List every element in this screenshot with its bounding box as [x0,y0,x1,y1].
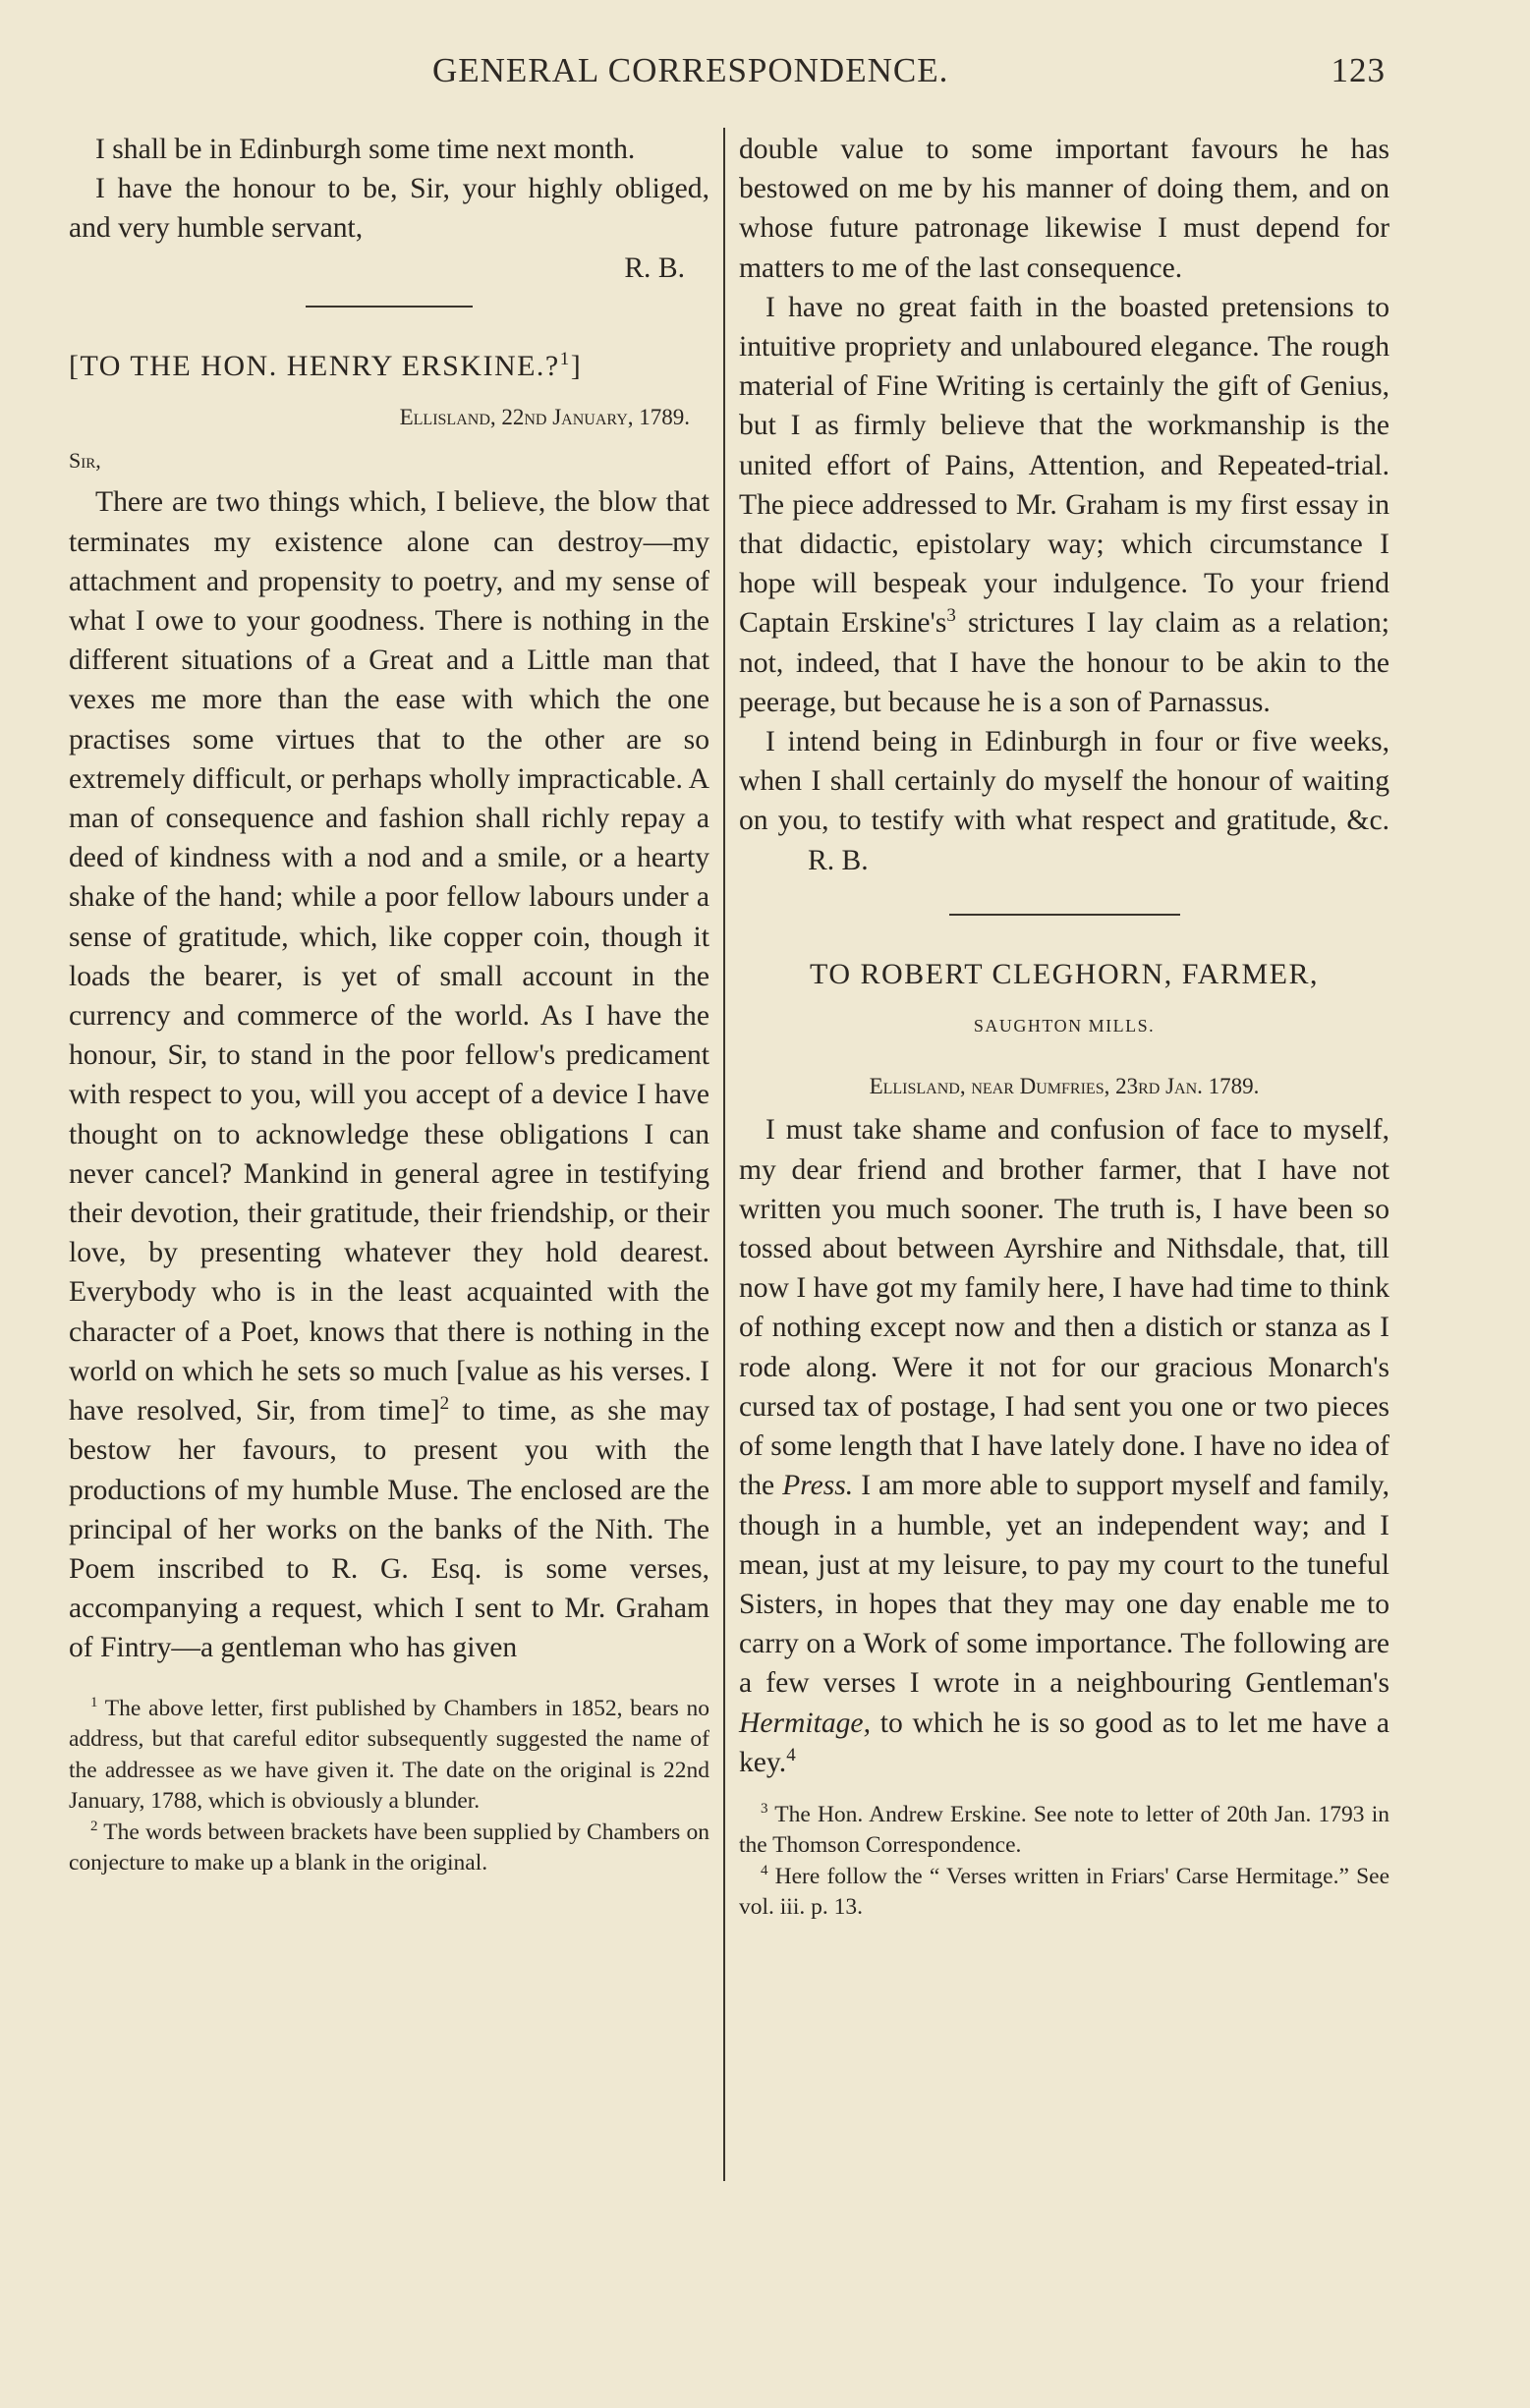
letter-heading-cleghorn: TO ROBERT CLEGHORN, FARMER, [810,957,1319,990]
running-title: GENERAL CORRESPONDENCE. [432,51,949,89]
footnote-mark: 2 [90,1818,98,1834]
footnote [69,1818,709,1879]
salutation: Sir, [69,448,101,474]
column-divider [723,128,725,2181]
paragraph-text-continued: strictures I lay claim as a relation; not, indeed, that I have the honour to be akin to the peerage, but because he is a son of Parnassus. [739,607,1389,718]
section-rule [949,914,1180,916]
letter-body [69,482,709,1667]
footnote [69,1694,709,1818]
body-text-end: to which he is so good as to let me have a key. [739,1707,1389,1778]
footnotes [739,1800,1389,1924]
letter-subheading: SAUGHTON MILLS. [973,1016,1156,1036]
paragraph-text: I have no great faith in the boasted pretensions to intuitive propriety and unlaboured elegance. The rough material of Fine Writing is certainly the gift of Genius, but I as firmly believe that the workmanship is the united effort of Pains, Attention, and Repeated-trial. The piece addressed to Mr. Graham is my first essay in that didactic, epistolary way; which circumstance I hope will bespeak your indulgence. To your friend Captain Erskine's [739,291,1389,640]
letter-heading-erskine [69,347,709,386]
footnote [739,1800,1389,1862]
letter-body [739,1110,1389,1781]
opening-paragraph: I shall be in Edinburgh some time next month. [95,134,636,165]
footnote-ref-1: 1 [559,348,571,369]
body-text: I must take shame and confusion of face to myself, my dear friend and brother farmer, that I have not written you much sooner. The truth is, I have been so tossed about between Ayrshire and Nithsdale, that, till now I have got my family here, I have had time to think of nothing except now and then a distich or stanza as I rode along. Were it not for our gracious Monarch's cursed tax of postage, I had sent you one or two pieces of some length that I have lately done. I have no idea of the [739,1114,1389,1502]
footnote-mark: 3 [761,1801,768,1818]
left-column [69,130,709,1879]
footnote-text: The Hon. Andrew Erskine. See note to letter of 20th Jan. 1793 in the Thomson Correspondence. [739,1801,1389,1859]
paragraph [739,288,1389,722]
letter-closing: I have the honour to be, Sir, your highly obliged, and very humble servant, [69,173,709,245]
footnote-ref-3: 3 [946,605,956,627]
footnote-text: The above letter, first published by Chambers in 1852, bears no address, but that careful editor subsequently suggested the name of the addressee as we have given it. The date on the original is 22nd January, 1788, which is obviously a blunder. [69,1695,709,1815]
signature: R. B. [624,252,685,284]
body-text: There are two things which, I believe, the blow that terminates my existence alone can destroy—my attachment and propensity to poetry, and my sense of what I owe to your goodness. There is nothing in the different situations of a Great and a Little man that vexes me more than the ease with which the one practises some virtues that to the other are so extremely difficult, or perhaps wholly impracticable. A man of consequence and fashion shall richly repay a deed of kindness with a nod and a smile, or a hearty shake of the hand; while a poor fellow labours under a sense of gratitude, which, like copper coin, though it loads the bearer, is yet of small account in the currency and commerce of the world. As I have the honour, Sir, to stand in the poor fellow's predicament with respect to you, will you accept of a device I have thought on to acknowledge these obligations I can never cancel? Mankind in general agree in testifying their devotion, their gratitude, their friendship, or their love, by presenting whatever they hold dearest. Everybody who is in the least acquainted with the character of a Poet, knows that there is nothing in the world on which he sets so much [value as his verses. I have resolved, Sir, from time] [69,486,709,1428]
heading-bracket: ] [570,349,583,382]
paragraph-text: I intend being in Edinburgh in four or five weeks, when I shall certainly do myself the honour of waiting on you, to testify with what respect and gratitude, &c. [739,726,1389,837]
footnote-ref-4: 4 [786,1744,796,1765]
dateline: Ellisland, near Dumfries, 23rd Jan. 1789. [869,1074,1260,1099]
body-text-continued: to time, as she may bestow her favours, to present you with the productions of my humble Muse. The enclosed are the principal of her works on the banks of the Nith. The Poem inscribed to R. G. Esq. is some verses, accompanying a request, which I sent to Mr. Graham of Fintry—a gentleman who has given [69,1395,710,1664]
footnotes [69,1694,709,1879]
italic-hermitage: Hermitage, [739,1707,871,1739]
footnote-text: Here follow the “ Verses written in Friars' Carse Hermitage.” See vol. iii. p. 13. [739,1863,1389,1921]
page-number: 123 [1331,51,1386,89]
paragraph [739,722,1389,880]
footnote [739,1862,1389,1924]
section-rule [306,306,473,308]
signature: R. B. [808,844,869,876]
italic-press: Press. [782,1470,854,1502]
heading-text: [TO THE HON. HENRY ERSKINE.? [69,349,560,382]
body-text-continued: I am more able to support myself and family, though in a humble, yet an independent way; and I mean, just at my leisure, to pay my court to the tuneful Sisters, in hopes that they may one day enable me to carry on a Work of some importance. The following are a few verses I wrote in a neighbouring Gentleman's [739,1470,1389,1700]
dateline: Ellisland, 22nd January, 1789. [399,405,690,430]
footnote-text: The words between brackets have been supplied by Chambers on conjecture to make up a blank in the original. [69,1819,709,1876]
footnote-ref-2: 2 [439,1393,450,1415]
right-column [739,130,1389,1924]
continued-paragraph: double value to some important favours he has bestowed on me by his manner of doing them, and on whose future patronage likewise I must depend for matters to me of the last consequence. [739,134,1389,284]
footnote-mark: 1 [90,1694,98,1710]
footnote-mark: 4 [761,1863,768,1879]
